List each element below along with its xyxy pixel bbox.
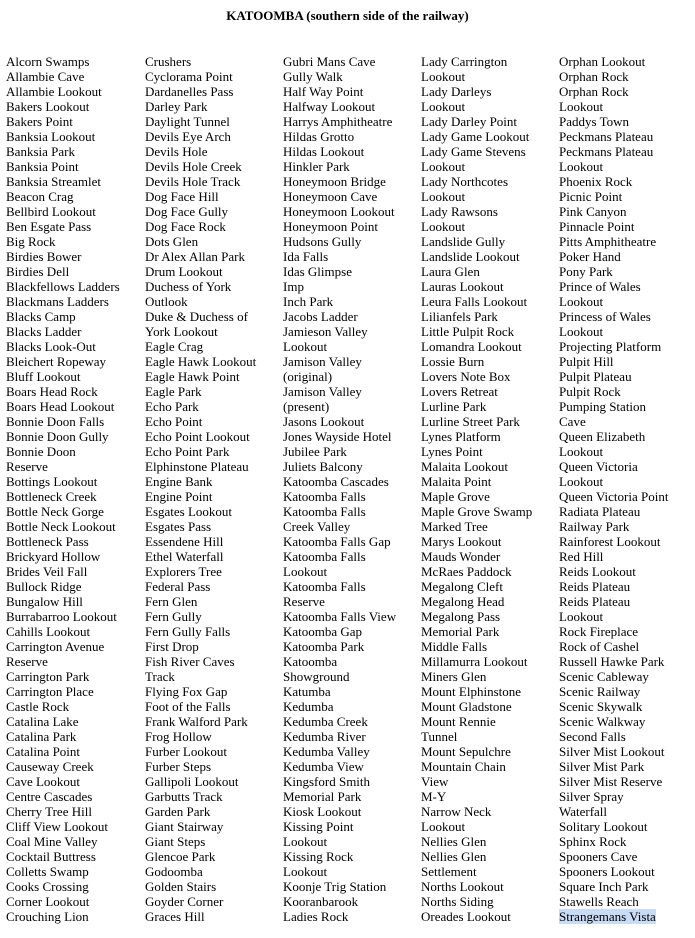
place-name-entry: Bottleneck Creek [6, 489, 97, 504]
place-name-entry: Boars Head Rock [6, 384, 98, 399]
place-name-entry: Kedumba Creek [283, 714, 368, 729]
place-name-entry: Katoomba [283, 654, 338, 669]
place-name-entry: Scenic Skywalk [559, 699, 643, 714]
place-name-entry: Katoomba Falls Gap [283, 534, 391, 549]
place-name-entry: Rainforest Lookout [559, 534, 661, 549]
place-name-entry: Engine Bank [145, 474, 213, 489]
place-name-entry: Furber Lookout [145, 744, 227, 759]
place-name-entry: Cherry Tree Hill [6, 804, 92, 819]
place-name-entry: Eagle Hawk Point [145, 369, 240, 384]
place-name-entry: Marys Lookout [421, 534, 502, 549]
place-name-entry: Dog Face Hill [145, 189, 219, 204]
place-name-entry: Dots Glen [145, 234, 199, 249]
place-name-entry: Blackmans Ladders [6, 294, 109, 309]
place-name-entry: Cave Lookout [6, 774, 81, 789]
place-name-entry: Maple Grove Swamp [421, 504, 533, 519]
place-name-entry: Showground [283, 669, 350, 684]
place-name-entry: Fern Gully [145, 609, 202, 624]
place-name-entry: Silver Mist Park [559, 759, 645, 774]
place-name-entry: Lynes Platform [421, 429, 501, 444]
names-column-5 [559, 54, 668, 924]
place-name-entry: Reserve [283, 594, 325, 609]
place-name-entry: Kiosk Lookout [283, 804, 362, 819]
place-name-entry: Fish River Caves [145, 654, 235, 669]
place-name-entry: Bleichert Ropeway [6, 354, 106, 369]
place-name-entry: Cave [559, 414, 586, 429]
place-name-entry: Pony Park [559, 264, 613, 279]
place-name-entry: Picnic Point [559, 189, 623, 204]
place-name-entry: Scenic Cableway [559, 669, 649, 684]
place-name-entry: Katoomba Cascades [283, 474, 389, 489]
place-name-entry: Jones Wayside Hotel [283, 429, 392, 444]
place-name-entry: Catalina Point [6, 744, 81, 759]
place-name-entry: Red Hill [559, 549, 604, 564]
place-name-entry: Banksia Lookout [6, 129, 96, 144]
place-name-entry: Radiata Plateau [559, 504, 641, 519]
place-name-entry: Honeymoon Bridge [283, 174, 386, 189]
place-name-entry: Furber Steps [145, 759, 212, 774]
place-name-entry: Eagle Crag [145, 339, 204, 354]
place-name-entry: Lookout [283, 834, 328, 849]
place-name-entry: Orphan Rock [559, 84, 629, 99]
place-name-entry: Blacks Camp [6, 309, 76, 324]
place-name-entry: Bakers Point [6, 114, 73, 129]
place-name-entry: Reserve [6, 459, 48, 474]
place-name-entry: Alcorn Swamps [6, 54, 90, 69]
place-name-entry: Middle Falls [421, 639, 488, 654]
place-name-entry: Lookout [559, 444, 604, 459]
highlighted-entry: Strangemans Vista [559, 909, 656, 924]
place-name-entry: Orphan Rock [559, 69, 629, 84]
place-name-entry: Kedumba River [283, 729, 366, 744]
place-name-entry: Queen Elizabeth [559, 429, 646, 444]
place-name-entry: Lookout [421, 189, 466, 204]
place-name-entry: Daylight Tunnel [145, 114, 230, 129]
place-name-entry: Inch Park [283, 294, 334, 309]
place-name-entry: Honeymoon Cave [283, 189, 378, 204]
place-name-entry: Crouching Lion [6, 909, 89, 924]
place-name-entry: Frog Hollow [145, 729, 212, 744]
place-name-entry [559, 909, 668, 924]
place-name-entry: Lady Game Lookout [421, 129, 530, 144]
place-name-entry: Stawells Reach [559, 894, 639, 909]
place-name-entry: Goyder Corner [145, 894, 224, 909]
place-name-entry: Memorial Park [283, 789, 362, 804]
place-name-entry: Brides Veil Fall [6, 564, 88, 579]
place-name-entry: Tunnel [421, 729, 458, 744]
place-name-entry: Imp [283, 279, 304, 294]
place-name-entry: Dog Face Rock [145, 219, 226, 234]
place-name-entry: Golden Stairs [145, 879, 217, 894]
place-name-entry: Reids Plateau [559, 594, 631, 609]
place-name-entry: Landslide Lookout [421, 249, 520, 264]
place-name-entry: Pulpit Rock [559, 384, 621, 399]
place-name-entry: Dr Alex Allan Park [145, 249, 246, 264]
place-name-entry: Banksia Park [6, 144, 75, 159]
place-name-entry: Castle Rock [6, 699, 70, 714]
place-name-entry: Malaita Lookout [421, 459, 509, 474]
place-name-entry: Hinkler Park [283, 159, 350, 174]
place-name-entry: Mount Gladstone [421, 699, 512, 714]
place-name-entry: Pumping Station [559, 399, 647, 414]
place-name-entry: Explorers Tree [145, 564, 222, 579]
place-name-entry: Reserve [6, 654, 48, 669]
names-column-3 [283, 54, 396, 924]
place-name-entry: Lookout [559, 99, 604, 114]
place-name-entry: Brickyard Hollow [6, 549, 101, 564]
place-name-entry: Lookout [559, 474, 604, 489]
place-name-entry: Ben Esgate Pass [6, 219, 92, 234]
place-name-entry: M-Y [421, 789, 447, 804]
place-name-entry: Elphinstone Plateau [145, 459, 249, 474]
place-name-entry: Drum Lookout [145, 264, 223, 279]
place-name-entry: Bonnie Doon Gully [6, 429, 109, 444]
place-name-entry: Flying Fox Gap [145, 684, 228, 699]
place-name-entry: Ladies Rock [283, 909, 349, 924]
place-name-entry: Mauds Wonder [421, 549, 501, 564]
place-name-entry: Megalong Head [421, 594, 505, 609]
place-name-entry: Poker Hand [559, 249, 621, 264]
place-name-entry: Megalong Cleft [421, 579, 503, 594]
place-name-entry: Memorial Park [421, 624, 500, 639]
place-name-entry: Banksia Streamlet [6, 174, 101, 189]
place-name-entry: Harrys Amphitheatre [283, 114, 393, 129]
place-name-entry: Banksia Point [6, 159, 79, 174]
place-name-entry: Jamieson Valley [283, 324, 368, 339]
place-name-entry: Jasons Lookout [283, 414, 365, 429]
place-name-entry: Jubilee Park [283, 444, 347, 459]
place-name-entry: Waterfall [559, 804, 608, 819]
place-name-entry: Phoenix Rock [559, 174, 633, 189]
place-name-entry: Gully Walk [283, 69, 343, 84]
place-name-entry: Oreades Lookout [421, 909, 511, 924]
place-name-entry: Projecting Platform [559, 339, 662, 354]
place-name-entry: Devils Hole [145, 144, 208, 159]
place-name-entry: Bullock Ridge [6, 579, 82, 594]
place-name-entry: Eagle Hawk Lookout [145, 354, 257, 369]
place-name-entry: Mount Sepulchre [421, 744, 511, 759]
place-name-entry: Crushers [145, 54, 192, 69]
place-name-entry: Lomandra Lookout [421, 339, 522, 354]
place-name-entry: Katoomba Park [283, 639, 365, 654]
place-name-entry: Katoomba Falls View [283, 609, 397, 624]
place-name-entry: Little Pulpit Rock [421, 324, 515, 339]
place-name-entry: Kooranbarook [283, 894, 359, 909]
place-name-entry: Birdies Dell [6, 264, 70, 279]
place-name-entry: Halfway Lookout [283, 99, 376, 114]
place-name-entry: Peckmans Plateau [559, 129, 654, 144]
place-name-entry: Creek Valley [283, 519, 351, 534]
place-name-entry: Esgates Pass [145, 519, 212, 534]
place-name-entry: Maple Grove [421, 489, 490, 504]
place-name-entry: Solitary Lookout [559, 819, 648, 834]
place-name-entry: Russell Hawke Park [559, 654, 665, 669]
place-name-entry: Darley Park [145, 99, 208, 114]
place-name-entry: Duchess of York [145, 279, 232, 294]
place-name-entry: Pulpit Hill [559, 354, 614, 369]
names-column-1 [6, 54, 120, 924]
place-name-entry: Lookout [283, 864, 328, 879]
place-name-entry: York Lookout [145, 324, 218, 339]
place-name-entry: Bakers Lookout [6, 99, 90, 114]
place-name-entry: Lady Rawsons [421, 204, 498, 219]
place-name-entry: First Drop [145, 639, 199, 654]
place-name-entry: Engine Point [145, 489, 213, 504]
place-name-entry: Essendene Hill [145, 534, 224, 549]
place-name-entry: Colletts Swamp [6, 864, 89, 879]
place-name-entry: Foot of the Falls [145, 699, 231, 714]
place-name-entry: Half Way Point [283, 84, 364, 99]
place-name-entry: Landslide Gully [421, 234, 506, 249]
place-name-entry: Lovers Retreat [421, 384, 498, 399]
place-name-entry: Ethel Waterfall [145, 549, 224, 564]
place-name-entry: Blackfellows Ladders [6, 279, 120, 294]
place-name-entry: Bonnie Doon [6, 444, 76, 459]
place-name-entry: Queen Victoria [559, 459, 638, 474]
place-name-entry: Railway Park [559, 519, 630, 534]
place-name-entry: Nellies Glen [421, 849, 487, 864]
place-name-entry: Dog Face Gully [145, 204, 229, 219]
place-name-entry: Lady Game Stevens [421, 144, 526, 159]
place-name-entry: Prince of Wales [559, 279, 641, 294]
place-name-entry: Lookout [283, 339, 328, 354]
place-name-entry: Bluff Lookout [6, 369, 81, 384]
place-name-entry: Katoomba Gap [283, 624, 363, 639]
place-name-entry: Hudsons Gully [283, 234, 362, 249]
place-name-entry: Bottle Neck Gorge [6, 504, 104, 519]
place-name-entry: Bottleneck Pass [6, 534, 89, 549]
place-name-entry: Beacon Crag [6, 189, 74, 204]
place-name-entry: Lovers Note Box [421, 369, 511, 384]
place-name-entry: Mount Rennie [421, 714, 496, 729]
place-name-entry: View [421, 774, 449, 789]
place-name-entry: Lookout [421, 219, 466, 234]
place-name-entry: Kedumba Valley [283, 744, 370, 759]
place-name-entry: Bellbird Lookout [6, 204, 96, 219]
place-name-entry: Square Inch Park [559, 879, 649, 894]
place-name-entry: Coal Mine Valley [6, 834, 98, 849]
place-name-entry: (original) [283, 369, 333, 384]
place-name-entry: Cliff View Lookout [6, 819, 109, 834]
place-name-entry: Marked Tree [421, 519, 488, 534]
place-name-entry: Jamison Valley [283, 354, 362, 369]
place-name-entry: Gallipoli Lookout [145, 774, 239, 789]
place-name-entry: Causeway Creek [6, 759, 94, 774]
place-name-entry: Devils Eye Arch [145, 129, 231, 144]
place-name-entry: Katumba [283, 684, 331, 699]
place-name-entry: Lynes Point [421, 444, 483, 459]
place-name-entry: (present) [283, 399, 330, 414]
place-name-entry: Federal Pass [145, 579, 211, 594]
place-name-entry: Lookout [559, 609, 604, 624]
place-name-entry: Mount Elphinstone [421, 684, 522, 699]
place-name-entry: Laura Glen [421, 264, 480, 279]
place-name-entry: Lurline Street Park [421, 414, 520, 429]
place-name-entry: Frank Walford Park [145, 714, 248, 729]
place-name-entry: Echo Point Lookout [145, 429, 250, 444]
place-name-entry: Bottings Lookout [6, 474, 98, 489]
place-name-entry: Silver Mist Lookout [559, 744, 665, 759]
place-name-entry: Jacobs Ladder [283, 309, 358, 324]
place-name-entry: Pink Canyon [559, 204, 627, 219]
place-name-entry: Allambie Lookout [6, 84, 102, 99]
place-name-entry: Katoomba Falls [283, 504, 366, 519]
place-name-entry: Catalina Lake [6, 714, 79, 729]
place-name-entry: Lady Darley Point [421, 114, 518, 129]
place-name-entry: Carrington Avenue [6, 639, 105, 654]
place-name-entry: Corner Lookout [6, 894, 90, 909]
place-name-entry: Peckmans Plateau [559, 144, 654, 159]
names-column-4 [421, 54, 532, 924]
place-name-entry: Orphan Lookout [559, 54, 646, 69]
place-name-entry: Lady Carrington [421, 54, 508, 69]
place-name-entry: Graces Hill [145, 909, 205, 924]
place-name-entry: Dardanelles Pass [145, 84, 234, 99]
place-name-entry: Lossie Burn [421, 354, 485, 369]
place-name-entry: Millamurra Lookout [421, 654, 528, 669]
place-name-entry: Lilianfels Park [421, 309, 498, 324]
place-name-entry: Hildas Lookout [283, 144, 365, 159]
place-name-entry: Queen Victoria Point [559, 489, 669, 504]
place-name-entry: Birdies Bower [6, 249, 82, 264]
place-name-entry: Bungalow Hill [6, 594, 83, 609]
place-name-entry: Bottle Neck Lookout [6, 519, 116, 534]
place-name-entry: Scenic Railway [559, 684, 641, 699]
place-name-entry: Spooners Cave [559, 849, 638, 864]
place-name-entry: Lookout [421, 819, 466, 834]
place-name-entry: Scenic Walkway [559, 714, 646, 729]
place-name-entry: Lookout [421, 99, 466, 114]
place-name-entry: Katoomba Falls [283, 549, 366, 564]
place-name-entry: Silver Mist Reserve [559, 774, 663, 789]
place-name-entry: Koonje Trig Station [283, 879, 387, 894]
place-name-entry: Blacks Look-Out [6, 339, 96, 354]
place-name-entry: Idas Glimpse [283, 264, 352, 279]
place-name-entry: Miners Glen [421, 669, 487, 684]
place-name-entry: Jamison Valley [283, 384, 362, 399]
place-name-entry: Katoomba Falls [283, 579, 366, 594]
place-name-entry: Fern Glen [145, 594, 198, 609]
place-name-entry: Duke & Duchess of [145, 309, 248, 324]
place-name-entry: Spooners Lookout [559, 864, 655, 879]
place-name-entry: Giant Stairway [145, 819, 224, 834]
place-name-entry: Devils Hole Creek [145, 159, 242, 174]
place-name-entry: Mountain Chain [421, 759, 506, 774]
place-name-entry: Norths Lookout [421, 879, 504, 894]
place-name-entry: Allambie Cave [6, 69, 85, 84]
place-name-entry: Kedumba [283, 699, 334, 714]
place-name-entry: Norths Siding [421, 894, 494, 909]
place-name-entry: Gubri Mans Cave [283, 54, 376, 69]
place-name-entry: Reids Plateau [559, 579, 631, 594]
place-name-entry: Eagle Park [145, 384, 202, 399]
place-name-entry: Outlook [145, 294, 188, 309]
place-name-entry: Nellies Glen [421, 834, 487, 849]
place-name-entry: Settlement [421, 864, 477, 879]
place-name-entry: Lookout [421, 159, 466, 174]
place-name-entry: Lady Northcotes [421, 174, 509, 189]
place-name-entry: Ida Falls [283, 249, 329, 264]
place-name-entry: Boars Head Lookout [6, 399, 115, 414]
place-name-entry: Kedumba View [283, 759, 364, 774]
place-name-entry: Esgates Lookout [145, 504, 233, 519]
place-name-entry: Garbutts Track [145, 789, 223, 804]
place-name-entry: Honeymoon Point [283, 219, 378, 234]
place-name-entry: Echo Point Park [145, 444, 230, 459]
place-name-entry: Rock Fireplace [559, 624, 639, 639]
place-name-entry: Godoomba [145, 864, 203, 879]
place-name-entry: Leura Falls Lookout [421, 294, 528, 309]
place-name-entry: Cocktail Buttress [6, 849, 96, 864]
place-name-entry: Sphinx Rock [559, 834, 627, 849]
place-name-entry: Kingsford Smith [283, 774, 371, 789]
place-name-entry: Honeymoon Lookout [283, 204, 395, 219]
place-name-entry: Centre Cascades [6, 789, 93, 804]
page-title: KATOOMBA (southern side of the railway) [226, 8, 469, 23]
place-name-entry: Lookout [559, 294, 604, 309]
place-name-entry: Lookout [283, 564, 328, 579]
place-name-entry: Pinnacle Point [559, 219, 635, 234]
place-name-entry: Pulpit Plateau [559, 369, 632, 384]
place-name-entry: Narrow Neck [421, 804, 492, 819]
place-name-entry: Glencoe Park [145, 849, 216, 864]
place-name-entry: Juliets Balcony [283, 459, 363, 474]
place-name-entry: Rock of Cashel [559, 639, 640, 654]
place-name-entry: Lookout [559, 324, 604, 339]
place-name-entry: Cyclorama Point [145, 69, 233, 84]
place-name-entry: Hildas Grotto [283, 129, 355, 144]
place-name-entry: Fern Gully Falls [145, 624, 231, 639]
place-name-entry: Cooks Crossing [6, 879, 89, 894]
place-name-entry: Malaita Point [421, 474, 492, 489]
place-name-entry: Blacks Ladder [6, 324, 82, 339]
place-name-entry: Catalina Park [6, 729, 77, 744]
place-name-entry: Bonnie Doon Falls [6, 414, 105, 429]
place-name-entry: Devils Hole Track [145, 174, 241, 189]
place-name-entry: Lady Darleys [421, 84, 492, 99]
names-column-2 [145, 54, 256, 924]
place-name-entry: Big Rock [6, 234, 56, 249]
place-name-entry: Echo Point [145, 414, 203, 429]
place-name-entry: Carrington Park [6, 669, 90, 684]
place-name-entry: Echo Park [145, 399, 199, 414]
place-name-entry: Lookout [559, 159, 604, 174]
place-name-entry: Kissing Point [283, 819, 354, 834]
place-name-entry: Lauras Lookout [421, 279, 504, 294]
place-name-entry: Paddys Town [559, 114, 629, 129]
place-name-entry: Katoomba Falls [283, 489, 366, 504]
place-name-entry: Pitts Amphitheatre [559, 234, 657, 249]
place-name-entry: Second Falls [559, 729, 626, 744]
place-name-entry: Carrington Place [6, 684, 94, 699]
place-name-entry: Lookout [421, 69, 466, 84]
place-name-entry: Silver Spray [559, 789, 624, 804]
place-name-entry: Kissing Rock [283, 849, 354, 864]
place-name-entry: Lurline Park [421, 399, 487, 414]
place-name-entry: Giant Steps [145, 834, 206, 849]
place-name-entry: Megalong Pass [421, 609, 501, 624]
place-name-entry: Cahills Lookout [6, 624, 91, 639]
place-name-entry: Reids Lookout [559, 564, 636, 579]
place-name-entry: Burrabarroo Lookout [6, 609, 117, 624]
place-name-entry: Princess of Wales [559, 309, 651, 324]
place-name-entry: Track [145, 669, 175, 684]
place-name-entry: Garden Park [145, 804, 211, 819]
place-name-entry: McRaes Paddock [421, 564, 512, 579]
